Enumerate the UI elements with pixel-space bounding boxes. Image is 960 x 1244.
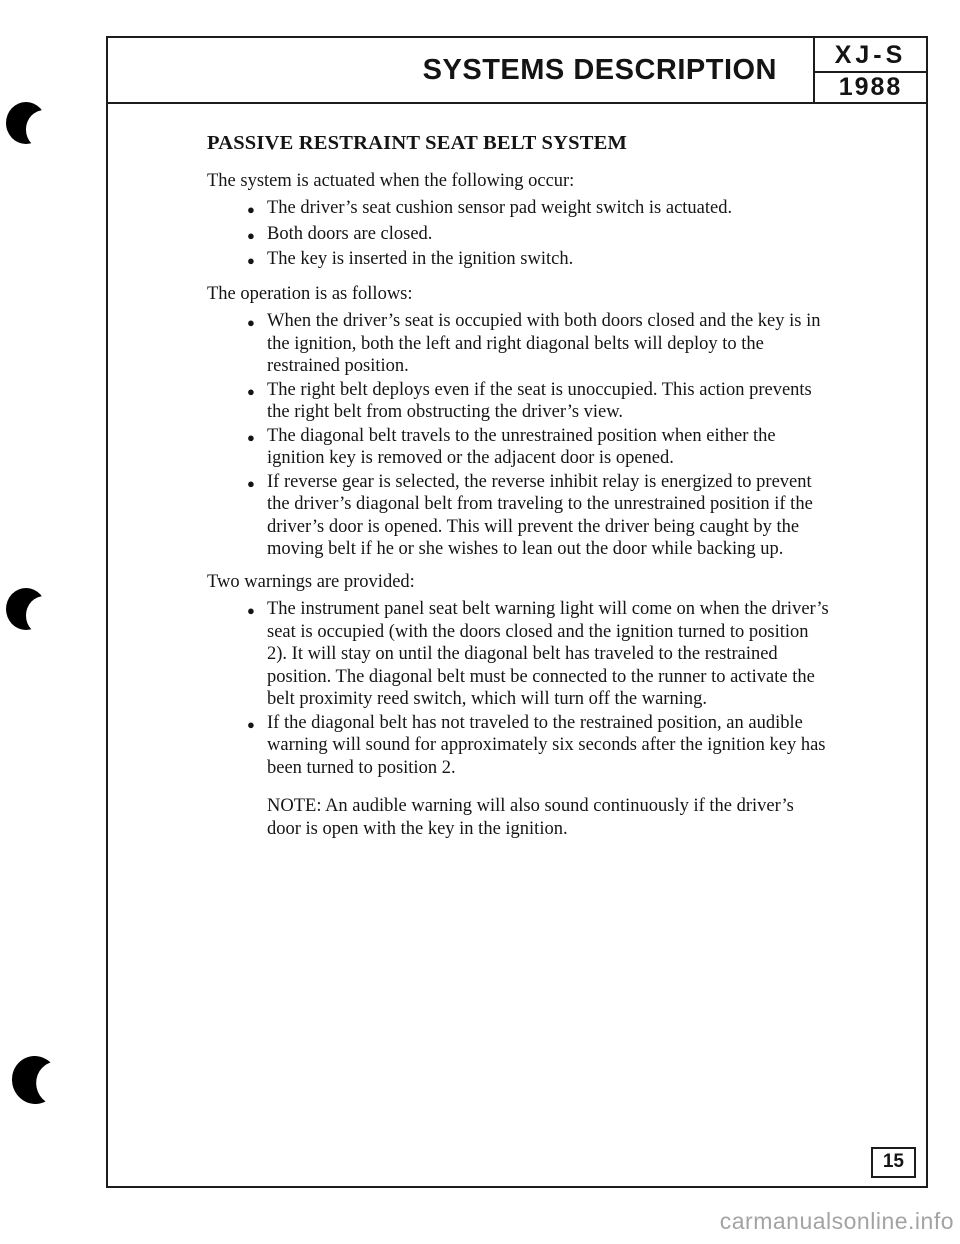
list-item-text: The instrument panel seat belt warning light will come on when the driver’s seat is occupied (with the doors closed and the ignition turned to position 2). It will stay on until the diagonal belt has traveled to the restrained position. The diagonal belt must be connected to the runner to activate the belt proximity reed switch, which will turn off the warning.	[267, 599, 829, 709]
section-heading: PASSIVE RESTRAINT SEAT BELT SYSTEM	[207, 132, 628, 154]
bullet-icon	[247, 598, 267, 711]
year-label: 1988	[838, 72, 903, 101]
page-content	[108, 104, 926, 840]
list-item-text: The diagonal belt travels to the unrestrained position when either the ignition key is removed or the adjacent door is opened.	[267, 425, 776, 468]
section-intro: The system is actuated when the following occur:	[207, 170, 575, 191]
list-item-text: The key is inserted in the ignition switch.	[267, 249, 574, 269]
list-item	[247, 425, 830, 470]
model-label: XJ-S	[815, 38, 926, 73]
bullet-list	[207, 310, 830, 561]
list-item-text: If the diagonal belt has not traveled to the restrained position, an audible warning will sound for approximately six seconds after the ignition key has been turned to position 2.	[267, 712, 826, 778]
bullet-icon	[247, 248, 267, 273]
list-item	[247, 471, 830, 561]
model-year-box	[813, 38, 926, 102]
bullet-icon	[247, 712, 267, 780]
page-header	[108, 38, 926, 104]
bullet-icon	[247, 425, 267, 470]
bullet-icon	[247, 223, 267, 248]
page-frame	[106, 36, 928, 1188]
binding-mark-icon	[6, 588, 46, 630]
list-item	[247, 712, 830, 780]
list-item-text: When the driver’s seat is occupied with both doors closed and the key is in the ignition, both the left and right diagonal belts will deploy to the restrained position.	[267, 311, 821, 376]
section-intro: Two warnings are provided:	[207, 571, 415, 592]
bullet-icon	[247, 310, 267, 378]
binding-mark-icon	[6, 102, 46, 144]
list-item	[247, 598, 830, 711]
bullet-list	[207, 197, 830, 273]
bullet-icon	[247, 197, 267, 222]
binding-mark-icon	[8, 1052, 63, 1109]
page-title: SYSTEMS DESCRIPTION	[422, 53, 777, 86]
list-item-text: If reverse gear is selected, the reverse inhibit relay is energized to prevent the driver’s diagonal belt from traveling to the unrestrained position if the driver’s door is opened. This will prevent the driver being caught by the moving belt if he or she wishes to lean out the door while backing up.	[267, 471, 813, 559]
list-item	[247, 197, 830, 222]
bullet-list	[207, 598, 830, 779]
list-item	[247, 248, 830, 273]
list-item-text: The right belt deploys even if the seat is unoccupied. This action prevents the right belt from obstructing the driver’s view.	[267, 379, 812, 422]
list-item-text: The driver’s seat cushion sensor pad weight switch is actuated.	[267, 198, 733, 218]
page-number-text: 15	[882, 1151, 904, 1172]
list-item	[247, 223, 830, 248]
list-item-text: Both doors are closed.	[267, 223, 433, 244]
page-number	[871, 1147, 916, 1178]
bullet-icon	[247, 471, 267, 561]
list-item	[247, 310, 830, 378]
list-item	[247, 379, 830, 424]
bullet-icon	[247, 379, 267, 424]
section-intro: The operation is as follows:	[207, 283, 413, 304]
note-paragraph: NOTE: An audible warning will also sound continuously if the driver’s door is open with the key in the ignition.	[267, 796, 794, 839]
watermark: carmanualsonline.info	[719, 1208, 954, 1234]
